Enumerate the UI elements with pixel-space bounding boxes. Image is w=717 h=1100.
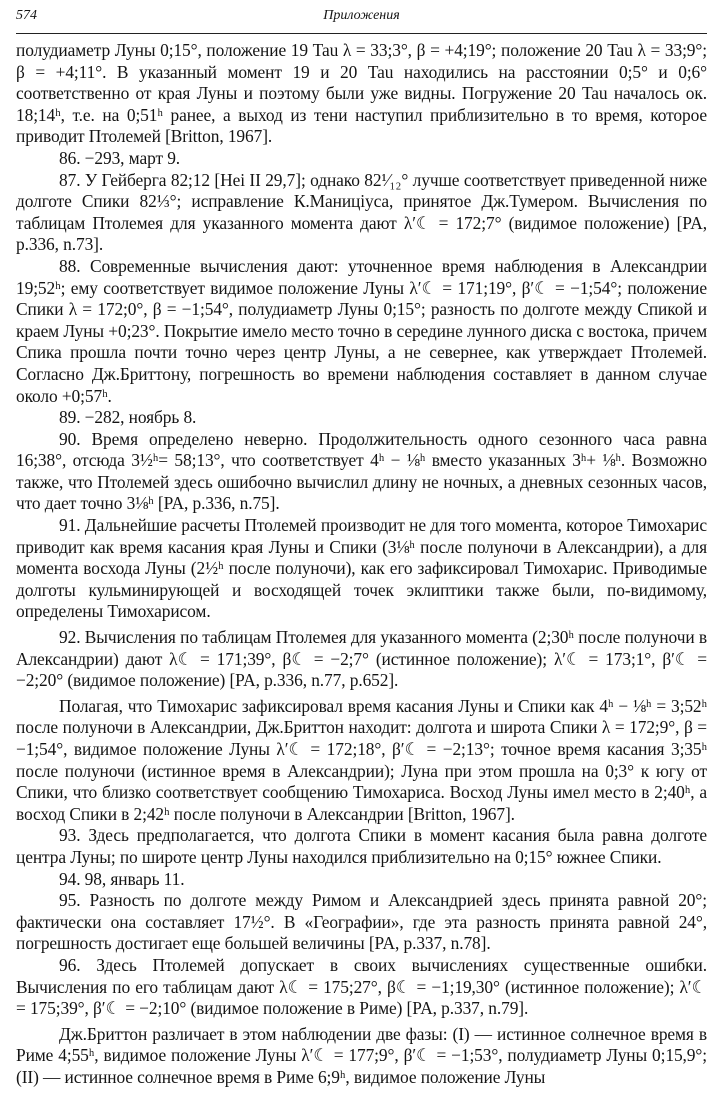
note-88: 88. Современные вычисления дают: уточненное время наблюдения в Александрии 19;52ʰ; ему соответствует видимое положение Луны λ′☾ = 171;19°, β′☾ = −1;54°; положение Спики λ = 172;0°, β = −1;54°, полудиаметр Луны 0;15°; разность по долготе между Спикой и краем Луны +0;23°. Покрытие имело место точно в середине лунного диска с востока, причем Спика прошла почти точно через центр Луны, а не севернее, как утверждает Птолемей. Согласно Дж.Бриттону, погрешность во времени наблюдения составляет в данном случае около +0;57ʰ. (16, 255, 707, 406)
note-92-continued: Полагая, что Тимохарис зафиксировал время касания Луны и Спики как 4ʰ − ⅛ʰ = 3;52ʰ после полуночи в Александрии, Дж.Бриттон находит: долгота и широта Спики λ = 172;9°, β = −1;54°, видимое положение Луны λ′☾ = 172;18°, β′☾ = −2;13°; точное время касания 3;35ʰ после полуночи (истинное время в Александрии); Луна при этом прошла на 0;3° к югу от Спики, что близко соответствует сообщению Тимохариса. Восход Луны имел место в 2;40ʰ, а восход Спики в 2;42ʰ после полуночи в Александрии [Britton, 1967]. (16, 695, 707, 824)
note-95: 95. Разность по долготе между Римом и Александрией здесь принята равной 20°; фактически она составляет 17½°. В «Географии», где эта разность принята равной 24°, погрешность достигает еще большей величины [PA, p.337, n.78]. (16, 890, 707, 954)
note-86: 86. −293, март 9. (59, 147, 181, 168)
paragraph-85-continued: полудиаметр Луны 0;15°, положение 19 Tau λ = 33;3°, β = +4;19°; положение 20 Tau λ = 33;9°; β = +4;11°. В указанный момент 19 и 20 Tau находились на расстоянии 0;5° и 0;6° соответственно от края Луны и поэтому были уже видны. Погружение 20 Tau началось ок. 18;14ʰ, т.е. на 0;51ʰ ранее, а выход из тени наступил приблизительно в то время, которое приводит Птолемей [Britton, 1967]. (16, 40, 707, 147)
note-96-continued: Дж.Бриттон различает в этом наблюдении две фазы: (I) — истинное солнечное время в Риме 4;55ʰ, видимое положение Луны λ′☾ = 177;9°, β′☾ = −1;53°, полудиаметр Луны 0;15,9°; (II) — истинное солнечное время в Риме 6;9ʰ, видимое положение Луны (16, 1023, 707, 1087)
page-number: 574 (16, 8, 37, 23)
note-96: 96. Здесь Птолемей допускает в своих вычислениях существенные ошибки. Вычисления по его таблицам дают λ☾ = 175;27°, β☾ = −1;19,30° (истинное положение); λ′☾ = 175;39°, β′☾ = −2;10° (видимое положение в Риме) [PA, p.337, n.79]. (16, 954, 707, 1019)
running-title: Приложения (323, 8, 400, 23)
notes-body (16, 40, 707, 1089)
note-91: 91. Дальнейшие расчеты Птолемей производит не для того момента, которое Тимохарис приводит как время касания края Луны и Спики (3⅛ʰ после полуночи в Александрии), а для момента восхода Луны (2½ʰ после полуночи), как его зафиксировал Тимохарис. Приводимые долготы кульминирующей и восходящей точек эклиптики также были, по-видимому, определены Тимохарисом. (16, 515, 707, 622)
note-90: 90. Время определено неверно. Продолжительность одного сезонного часа равна 16;38°, отсюда 3½ʰ= 58;13°, что соответствует 4ʰ − ⅛ʰ вместо указанных 3ʰ+ ⅛ʰ. Возможно также, что Птолемей здесь ошибочно вычислил длину не ночных, а дневных сезонных часов, что дает точно 3⅛ʰ [PA, p.336, n.75]. (16, 428, 707, 514)
note-89: 89. −282, ноябрь 8. (59, 407, 197, 428)
note-93: 93. Здесь предполагается, что долгота Спики в момент касания была равна долготе центра Луны; по широте центр Луны находился приблизительно на 0;15° южнее Спики. (16, 825, 707, 867)
page-header (16, 4, 707, 32)
note-92: 92. Вычисления по таблицам Птолемея для указанного момента (2;30ʰ после полуночи в Александрии) дают λ☾ = 171;39°, β☾ = −2;7° (истинное положение); λ′☾ = 173;1°, β′☾ = −2;20° (видимое положение) [PA, p.336, n.77, p.652]. (16, 627, 707, 691)
note-94: 94. 98, январь 11. (59, 868, 185, 889)
note-87: 87. У Гейберга 82;12 [Hei II 29,7]; однако 82¹⁄₁₂° лучше соответствует приведенной ниже долготе Спики 82⅓°; исправление К.Маницiуса, принятое Дж.Тумером. Вычисления по таблицам Птолемея для указанного момента дают λ′☾ = 172;7° (видимое положение) [PA, p.336, n.73]. (16, 169, 707, 255)
header-rule (16, 33, 707, 34)
